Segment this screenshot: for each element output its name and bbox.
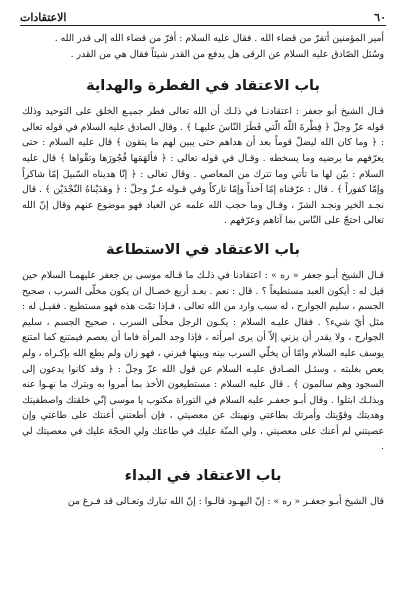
header-divider — [20, 25, 386, 26]
section-bada-paragraph: قال الشيخ أبـو جعفـر « ره » : إنّ اليهـود قالـوا : إنّ الله تبارك وتعـالى قد فـرغ من — [67, 496, 384, 508]
intro-line-2: وسُئل الصّادق عليه السلام عن الرقى هل يدفع من القدر شيئاً فقال هي من القدر . — [70, 48, 384, 60]
section-heading-bada: باب الاعتقاد في البداء — [124, 468, 282, 485]
intro-line-1: أمير المؤمنين أتفرّ من قضاء الله . فقال عليه السلام : أفرّ من قضاء الله إلى قدر الله . — [54, 33, 384, 44]
section-heading-istitaa: باب الاعتقاد في الاستطاعة — [106, 241, 300, 258]
page-header — [20, 10, 386, 24]
page-body — [22, 31, 384, 584]
section-istitaa-paragraph: قـال الشيخ أبـو جعفر « ره » : اعتقادنا في ذلـك ما قـاله موسى بن جعفر عليهمـا السلام حين قيل له : أيكون العبد مستطيعاً ؟ . قال : نعم . بعـد أربع خصـال ان يكون مخلّى السرب ، صحيح الجسم ، سليم الجوارح ، له سبب وارد من الله تعالى ، فـإذا تمّت هذه فهو مستطيع . فقيـل له : مثل أيّ شيء؟ . فقال عليـه السلام : يكـون الرجل مخلّى السرب ، صحيح الجسم ، سليم الجوارح ، ولا يقدر أن يزني إلاّ أن يرى امرأته ، فإذا وجد المرأة فاما أن يعصم فيمتنع كما امتنع يوسف عليه السلام وامّا أن يخلّي السرب بينه وبينها فيزني ، فهو زان ولم يطع الله بإكـراه ، ولم يعص بغلبته ، وسئـل الصـادق عليـه السلام عن قول الله عزّ وجلّ : ﴿ وقد كانوا يدعون إلى السجود وهم سالمون ﴾ . قال عليه السلام : مستطيعون الأخذ بما أمروا به وبترك ما نهـوا عنه وبذلـك ابتلوا . وقال أبـو جعفـر عليه السلام في التوراة مكتوب يا موسى إنّي خلقتك واصطفيتك وهديتك وقوّيتك وأمرتك بطاعتي ونهيتك عن معصيتي ، فإن أطعتني أعنتك على طاعتي وإن عصيتني لم أعنك على معصيتي ، ولي المنّة عليك في طاعتك ولي الحجّة عليك في معصيتك لي . — [22, 269, 384, 453]
page-number: ٦٠ — [374, 10, 386, 24]
section-heading-fitra: باب الاعتقاد في الفطرة والهداية — [86, 78, 320, 95]
section-fitra-paragraph: قـال الشيخ أبو جعفر : اعتقادنـا في ذلـك أن الله تعالى فطر جميـع الخلق على التوحيد وذلك قوله عزّ وجلّ ﴿ فِطْرةَ اللّه الّتي فَطَرَ النّاسَ عليهـا ﴾ . وقال الصادق عليه السلام في قوله تعالى : ﴿ وما كان الله ليضلّ قوماً بعد أن هداهم حتى يبين لهم ما يتقون ﴾ قال عليه السلام : حتى يعرّفهم ما يرضيه وما يسخطه . وقـال في قوله تعالى : ﴿ فألهَمَها فُجُورَها وتقْواها ﴾ قال عليه السلام : بيّن لها ما تأتي وما تترك من المعاصي . وقال تعالى : ﴿ إنّا هديناه السّبيلَ إمّا شاكراً وإمّا كفوراً ﴾ . قال : عرّفناه إمّا آخذاً وإمّا تاركاً وفي قـوله عـزّ وجلّ : ﴿ وهَدَيْناهُ النّجْدَيْن ﴾ . قال نجـد الخير ونجـد الشرّ ، وقـال وما حجب الله علمه عن العباد فهو موضوع عنهم وقال إنّ الله تعالى احتجّ على النّاس بما آتاهم وعرّفهم . — [22, 106, 384, 227]
running-title: الاعتقادات — [20, 10, 67, 24]
